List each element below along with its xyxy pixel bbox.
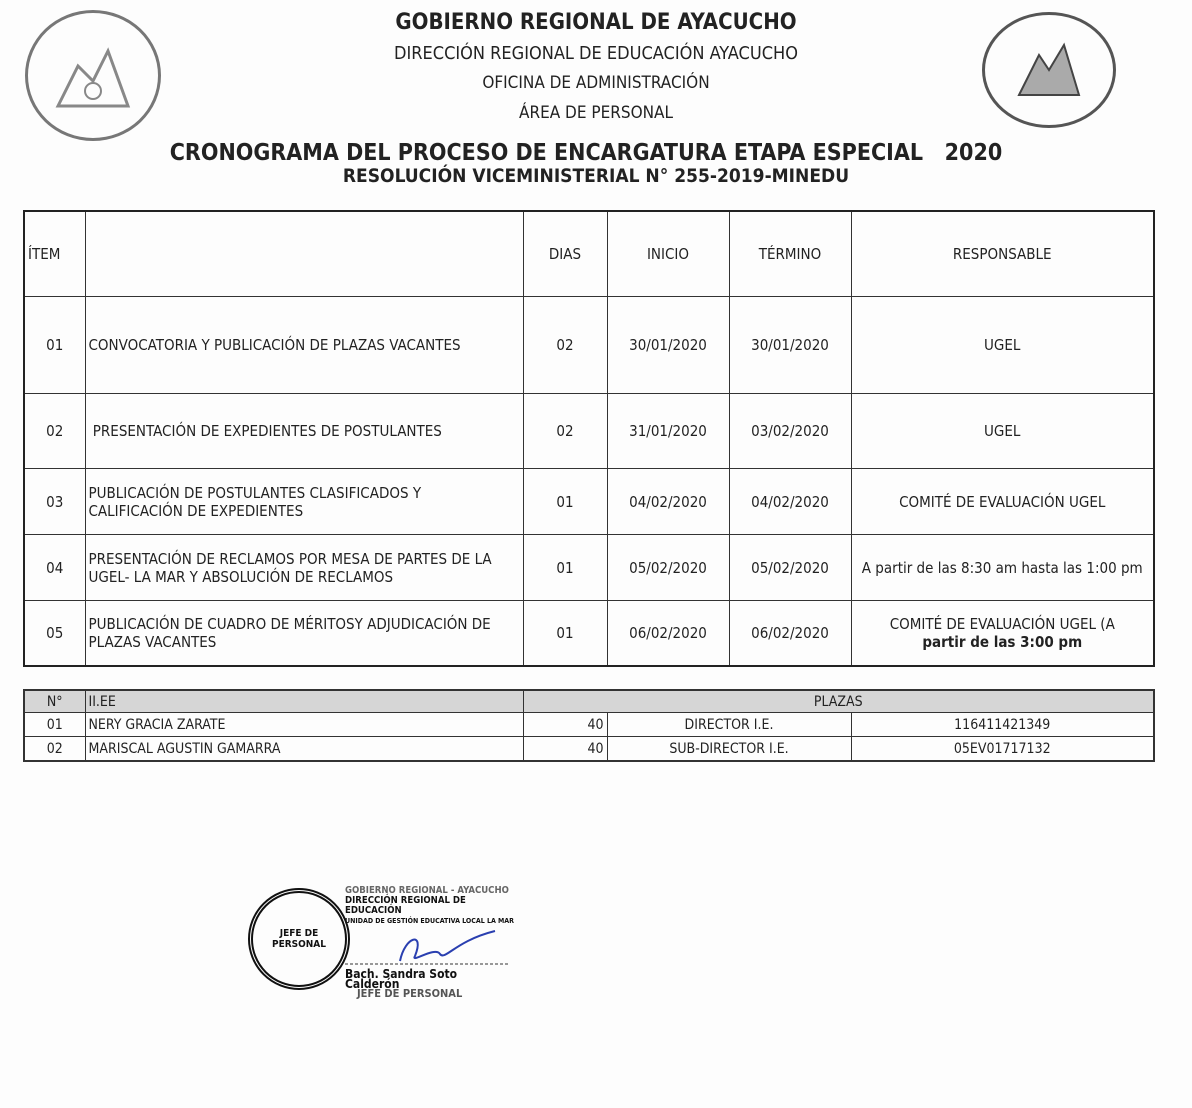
col-termino: TÉRMINO	[729, 211, 851, 297]
item-cell: 02	[24, 394, 85, 469]
table-header-row	[24, 211, 1154, 297]
col-inicio: INICIO	[607, 211, 729, 297]
table-row	[24, 297, 1154, 394]
header-line-1: GOBIERNO REGIONAL DE AYACUCHO	[395, 10, 797, 35]
item-cell: 05	[24, 601, 85, 666]
termino-cell: 06/02/2020	[729, 601, 851, 666]
dias-cell: 01	[523, 535, 607, 601]
iiee-cell: MARISCAL AGUSTIN GAMARRA	[85, 737, 523, 762]
table-row	[24, 601, 1154, 666]
table-row	[24, 535, 1154, 601]
signature-stamp	[345, 886, 515, 999]
table-row	[24, 737, 1154, 762]
dias-cell: 01	[523, 601, 607, 666]
responsable-cell	[851, 601, 1154, 666]
col-dias: DIAS	[523, 211, 607, 297]
termino-cell: 05/02/2020	[729, 535, 851, 601]
item-cell: 03	[24, 469, 85, 535]
item-cell: 04	[24, 535, 85, 601]
activity-cell: PUBLICACIÓN DE POSTULANTES CLASIFICADOS Y CALIFICACIÓN DE EXPEDIENTES	[85, 469, 523, 535]
cargo-cell: SUB-DIRECTOR I.E.	[607, 737, 851, 762]
inicio-cell: 06/02/2020	[607, 601, 729, 666]
plazas-table	[23, 689, 1155, 762]
document-title: CRONOGRAMA DEL PROCESO DE ENCARGATURA ETAPA ESPECIAL 2020	[169, 140, 1003, 166]
codigo-cell: 05EV01717132	[851, 737, 1154, 762]
table-row	[24, 394, 1154, 469]
col-responsable: RESPONSABLE	[851, 211, 1154, 297]
stamp-line-2: DIRECCIÓN REGIONAL DE EDUCACIÓN	[345, 895, 466, 916]
responsable-cell: A partir de las 8:30 am hasta las 1:00 pm	[851, 535, 1154, 601]
col-activity	[85, 211, 523, 297]
activity-cell: CONVOCATORIA Y PUBLICACIÓN DE PLAZAS VACANTES	[85, 297, 523, 394]
termino-cell: 30/01/2020	[729, 297, 851, 394]
header-line-2: DIRECCIÓN REGIONAL DE EDUCACIÓN AYACUCHO	[394, 43, 798, 64]
n-cell: 01	[24, 713, 85, 737]
responsable-cell: COMITÉ DE EVALUACIÓN UGEL	[851, 469, 1154, 535]
signer-name: Bach. Sandra Soto Calderón	[345, 967, 458, 991]
inicio-cell: 04/02/2020	[607, 469, 729, 535]
document-subtitle: RESOLUCIÓN VICEMINISTERIAL N° 255-2019-MINEDU	[342, 165, 850, 187]
col-n: N°	[24, 690, 85, 713]
n-cell: 02	[24, 737, 85, 762]
item-cell: 01	[24, 297, 85, 394]
col-iiee: II.EE	[85, 690, 523, 713]
signer-role: JEFE DE PERSONAL	[357, 987, 463, 1000]
inicio-cell: 31/01/2020	[607, 394, 729, 469]
stamp-line-1: GOBIERNO REGIONAL - AYACUCHO	[345, 885, 509, 896]
cargo-cell: DIRECTOR I.E.	[607, 713, 851, 737]
dias-cell: 01	[523, 469, 607, 535]
activity-cell: PUBLICACIÓN DE CUADRO DE MÉRITOSY ADJUDICACIÓN DE PLAZAS VACANTES	[85, 601, 523, 666]
col-plazas: PLAZAS	[523, 690, 1154, 713]
num-cell: 40	[523, 713, 607, 737]
iiee-cell: NERY GRACIA ZARATE	[85, 713, 523, 737]
schedule-table	[23, 210, 1155, 667]
inicio-cell: 30/01/2020	[607, 297, 729, 394]
dias-cell: 02	[523, 297, 607, 394]
table-header-row	[24, 690, 1154, 713]
activity-cell: PRESENTACIÓN DE RECLAMOS POR MESA DE PARTES DE LA UGEL- LA MAR Y ABSOLUCIÓN DE RECLAMOS	[85, 535, 523, 601]
table-row	[24, 713, 1154, 737]
responsable-cell: UGEL	[851, 394, 1154, 469]
stamp-line-3: UNIDAD DE GESTIÓN EDUCATIVA LOCAL LA MAR	[345, 917, 515, 925]
termino-cell: 04/02/2020	[729, 469, 851, 535]
header-line-4: ÁREA DE PERSONAL	[518, 103, 674, 123]
signature-icon	[345, 926, 515, 966]
responsable-time: partir de las 3:00 pm	[922, 632, 1083, 651]
termino-cell: 03/02/2020	[729, 394, 851, 469]
activity-cell: PRESENTACIÓN DE EXPEDIENTES DE POSTULANTES	[85, 394, 523, 469]
table-row	[24, 469, 1154, 535]
dias-cell: 02	[523, 394, 607, 469]
num-cell: 40	[523, 737, 607, 762]
responsable-text: COMITÉ DE EVALUACIÓN UGEL (A	[889, 614, 1115, 633]
personal-seal: JEFE DE PERSONAL	[248, 888, 350, 990]
col-item: ÍTEM	[24, 211, 85, 297]
codigo-cell: 116411421349	[851, 713, 1154, 737]
inicio-cell: 05/02/2020	[607, 535, 729, 601]
responsable-cell: UGEL	[851, 297, 1154, 394]
header-line-3: OFICINA DE ADMINISTRACIÓN	[482, 73, 710, 93]
